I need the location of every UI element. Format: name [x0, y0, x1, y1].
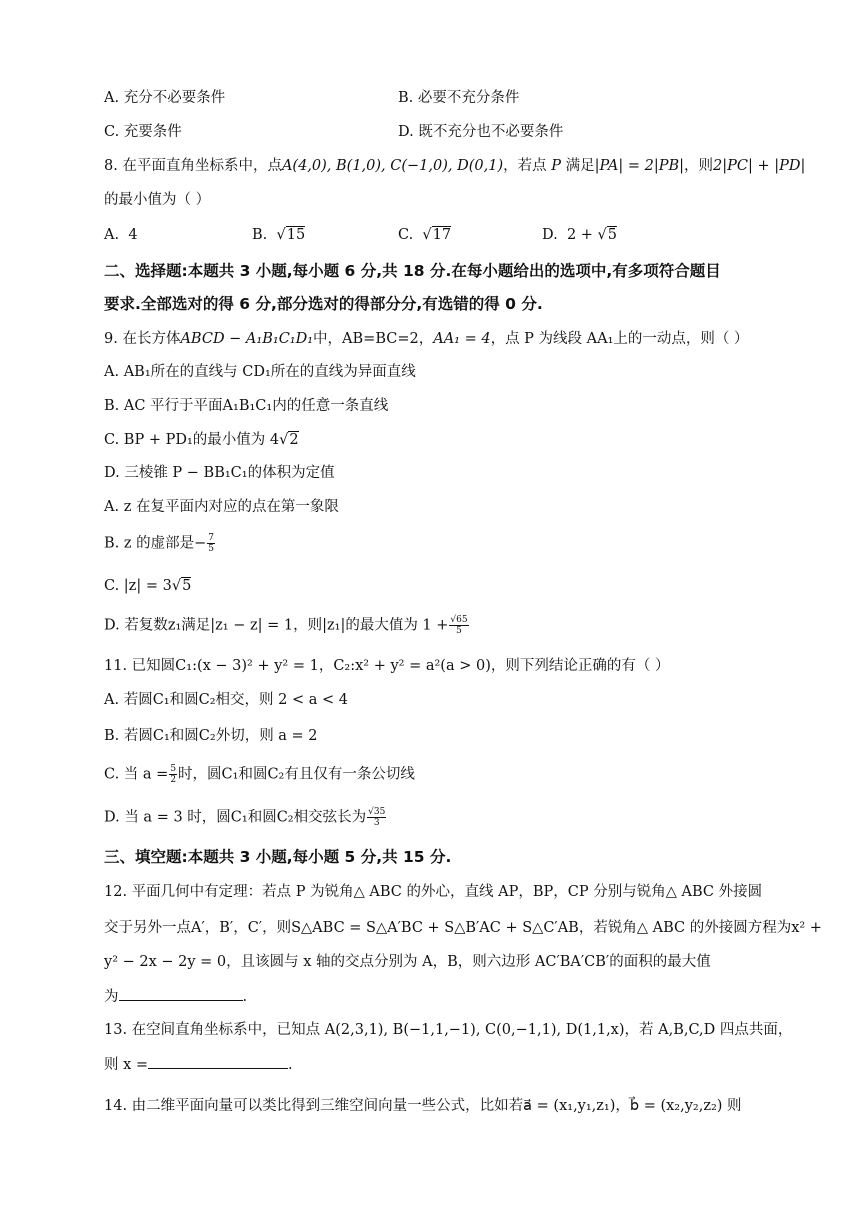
fraction-denominator: 5 [456, 626, 462, 636]
q11-option-c [104, 764, 415, 785]
q8-option-c: C. √17 [398, 227, 452, 243]
q9-box: ABCD − A₁B₁C₁D₁ [180, 331, 314, 347]
q8-option-b-value: 15 [286, 227, 306, 243]
q7-option-a: A. 充分不必要条件 [104, 90, 226, 106]
section-2-title-line-1: 二、选择题:本题共 3 小题,每小题 6 分,共 18 分.在每小题给出的选项中,有多项符合题目 [104, 262, 721, 280]
q11-option-c-text: C. 当 a = [104, 766, 169, 783]
q10-option-d-text: D. 若复数z₁满足|z₁ − z| = 1，则|z₁|的最大值为 1 + [104, 617, 449, 634]
q11-stem: 11. 已知圆C₁:(x − 3)² + y² = 1，C₂:x² + y² = a²(a > 0)，则下列结论正确的有（ ） [104, 658, 670, 674]
q9-stem-prefix: 9. 在长方体 [104, 331, 181, 347]
q8-option-a [104, 225, 138, 245]
fraction-denominator: 3 [373, 818, 380, 828]
q12-line-4 [104, 986, 247, 1007]
q11-option-d-fraction [367, 807, 386, 828]
q11-option-c-fraction [169, 764, 177, 785]
q13-line-2-prefix: 则 x = [104, 1057, 149, 1073]
q11-option-d [104, 807, 387, 828]
q13-line-2-suffix: . [288, 1057, 293, 1073]
q9-option-c-text: C. BP + PD₁的最小值为 4 [104, 432, 280, 448]
q9-option-d: D. 三棱锥 P − BB₁C₁的体积为定值 [104, 465, 335, 481]
q9-stem [104, 329, 749, 349]
q9-option-a: A. AB₁所在的直线与 CD₁所在的直线为异面直线 [104, 364, 416, 380]
q7-option-d: D. 既不充分也不必要条件 [398, 124, 564, 140]
q9-stem-suffix: ，点 P 为线段 AA₁上的一动点，则（ ） [490, 331, 749, 347]
q7-option-c: C. 充要条件 [104, 124, 182, 140]
q12-line-3: y² − 2x − 2y = 0，且该圆与 x 轴的交点分别为 A，B，则六边形 AC′BA′CB′的面积的最大值 [104, 954, 711, 970]
q8-stem-line-2: 的最小值为（ ） [104, 192, 211, 208]
q10-option-d [104, 615, 470, 636]
fraction-numerator: √35 [368, 807, 386, 817]
q8-point-p: P [546, 158, 566, 174]
fraction-numerator: 5 [170, 764, 177, 774]
q8-points: A(4,0), B(1,0), C(−1,0), D(0,1) [281, 158, 504, 174]
q10-option-c: C. |z| = 3√5 [104, 578, 192, 594]
q8-expression: 2|PC| + |PD| [713, 158, 806, 174]
q8-condition: |PA| = 2|PB| [594, 158, 685, 174]
q10-option-c-text: C. |z| = 3 [104, 578, 172, 594]
q13-line-1: 13. 在空间直角坐标系中，已知点 A(2,3,1), B(−1,1,−1), C(0,−1,1), D(1,1,x)，若 A,B,C,D 四点共面， [104, 1022, 793, 1038]
q9-stem-mid: 中，AB=BC=2， [313, 331, 434, 347]
q12-line-4-prefix: 为 [104, 989, 119, 1005]
q7-option-b: B. 必要不充分条件 [398, 90, 520, 106]
section-3-title: 三、填空题:本题共 3 小题,每小题 5 分,共 15 分. [104, 848, 452, 866]
q8-option-a-value: 4 [128, 227, 138, 243]
q8-satisfy-text: 满足 [565, 158, 595, 174]
q9-aa1: AA₁ = 4 [433, 331, 491, 347]
q10-option-d-fraction [449, 615, 468, 636]
q7-options-row-2 [104, 122, 564, 142]
q10-option-c-radicand: 5 [182, 578, 192, 594]
q11-option-c-suffix: 时，圆C₁和圆C₂有且仅有一条公切线 [178, 766, 415, 783]
fraction-denominator: 5 [208, 544, 215, 554]
q8-option-c-value: 17 [432, 227, 452, 243]
q8-option-b-label: B. [252, 227, 268, 243]
q9-option-c-radicand: 2 [289, 432, 299, 448]
q11-option-a: A. 若圆C₁和圆C₂相交，则 2 < a < 4 [104, 692, 348, 708]
q10-option-b-text: B. z 的虚部是− [104, 535, 207, 552]
q12-line-1: 12. 平面几何中有定理：若点 P 为锐角△ ABC 的外心，直线 AP，BP，CP 分别与锐角△ ABC 外接圆 [104, 884, 763, 900]
q13-line-2 [104, 1054, 293, 1075]
q11-option-d-text: D. 当 a = 3 时，圆C₁和圆C₂相交弦长为 [104, 809, 367, 826]
q8-option-d: D. 2 + √5 [542, 227, 618, 243]
q12-answer-blank[interactable] [119, 986, 243, 1001]
q8-stem-mid: ，若点 [503, 158, 547, 174]
q8-option-d-value-pre: 2 + [566, 227, 598, 243]
q12-line-2: 交于另外一点A′，B′，C′，则S△ABC = S△A′BC + S△B′AC + S△C′AB，若锐角△ ABC 的外接圆方程为x² + [104, 920, 822, 936]
q9-option-c: C. BP + PD₁的最小值为 4√2 [104, 432, 299, 448]
q14-line-1: 14. 由二维平面向量可以类比得到三维空间向量一些公式，比如若a⃗ = (x₁,y₁,z₁)，b⃗ = (x₂,y₂,z₂) 则 [104, 1098, 742, 1114]
fraction-denominator: 2 [170, 775, 177, 785]
q8-option-d-label: D. [542, 227, 558, 243]
fraction-numerator: √65 [450, 615, 468, 625]
q8-then: ，则 [684, 158, 714, 174]
q10-option-b [104, 533, 216, 554]
q12-line-4-suffix: . [242, 989, 248, 1005]
q10-option-b-fraction [207, 533, 215, 554]
q10-option-a: A. z 在复平面内对应的点在第一象限 [104, 499, 339, 515]
q8-stem-prefix: 8. 在平面直角坐标系中，点 [104, 158, 282, 174]
q13-answer-blank[interactable] [148, 1054, 288, 1069]
q9-option-b: B. AC 平行于平面A₁B₁C₁内的任意一条直线 [104, 398, 389, 414]
q8-option-c-label: C. [398, 227, 414, 243]
q7-options-row-1 [104, 88, 520, 108]
q8-option-a-label: A. [104, 227, 120, 243]
section-2-title-line-2: 要求.全部选对的得 6 分,部分选对的得部分分,有选错的得 0 分. [104, 295, 543, 313]
q8-option-b: B. √15 [252, 227, 306, 243]
q11-option-b: B. 若圆C₁和圆C₂外切，则 a = 2 [104, 728, 318, 744]
fraction-numerator: 7 [208, 533, 215, 543]
q8-option-d-value-rad: 5 [607, 227, 618, 243]
q8-stem-line-1 [104, 156, 805, 176]
